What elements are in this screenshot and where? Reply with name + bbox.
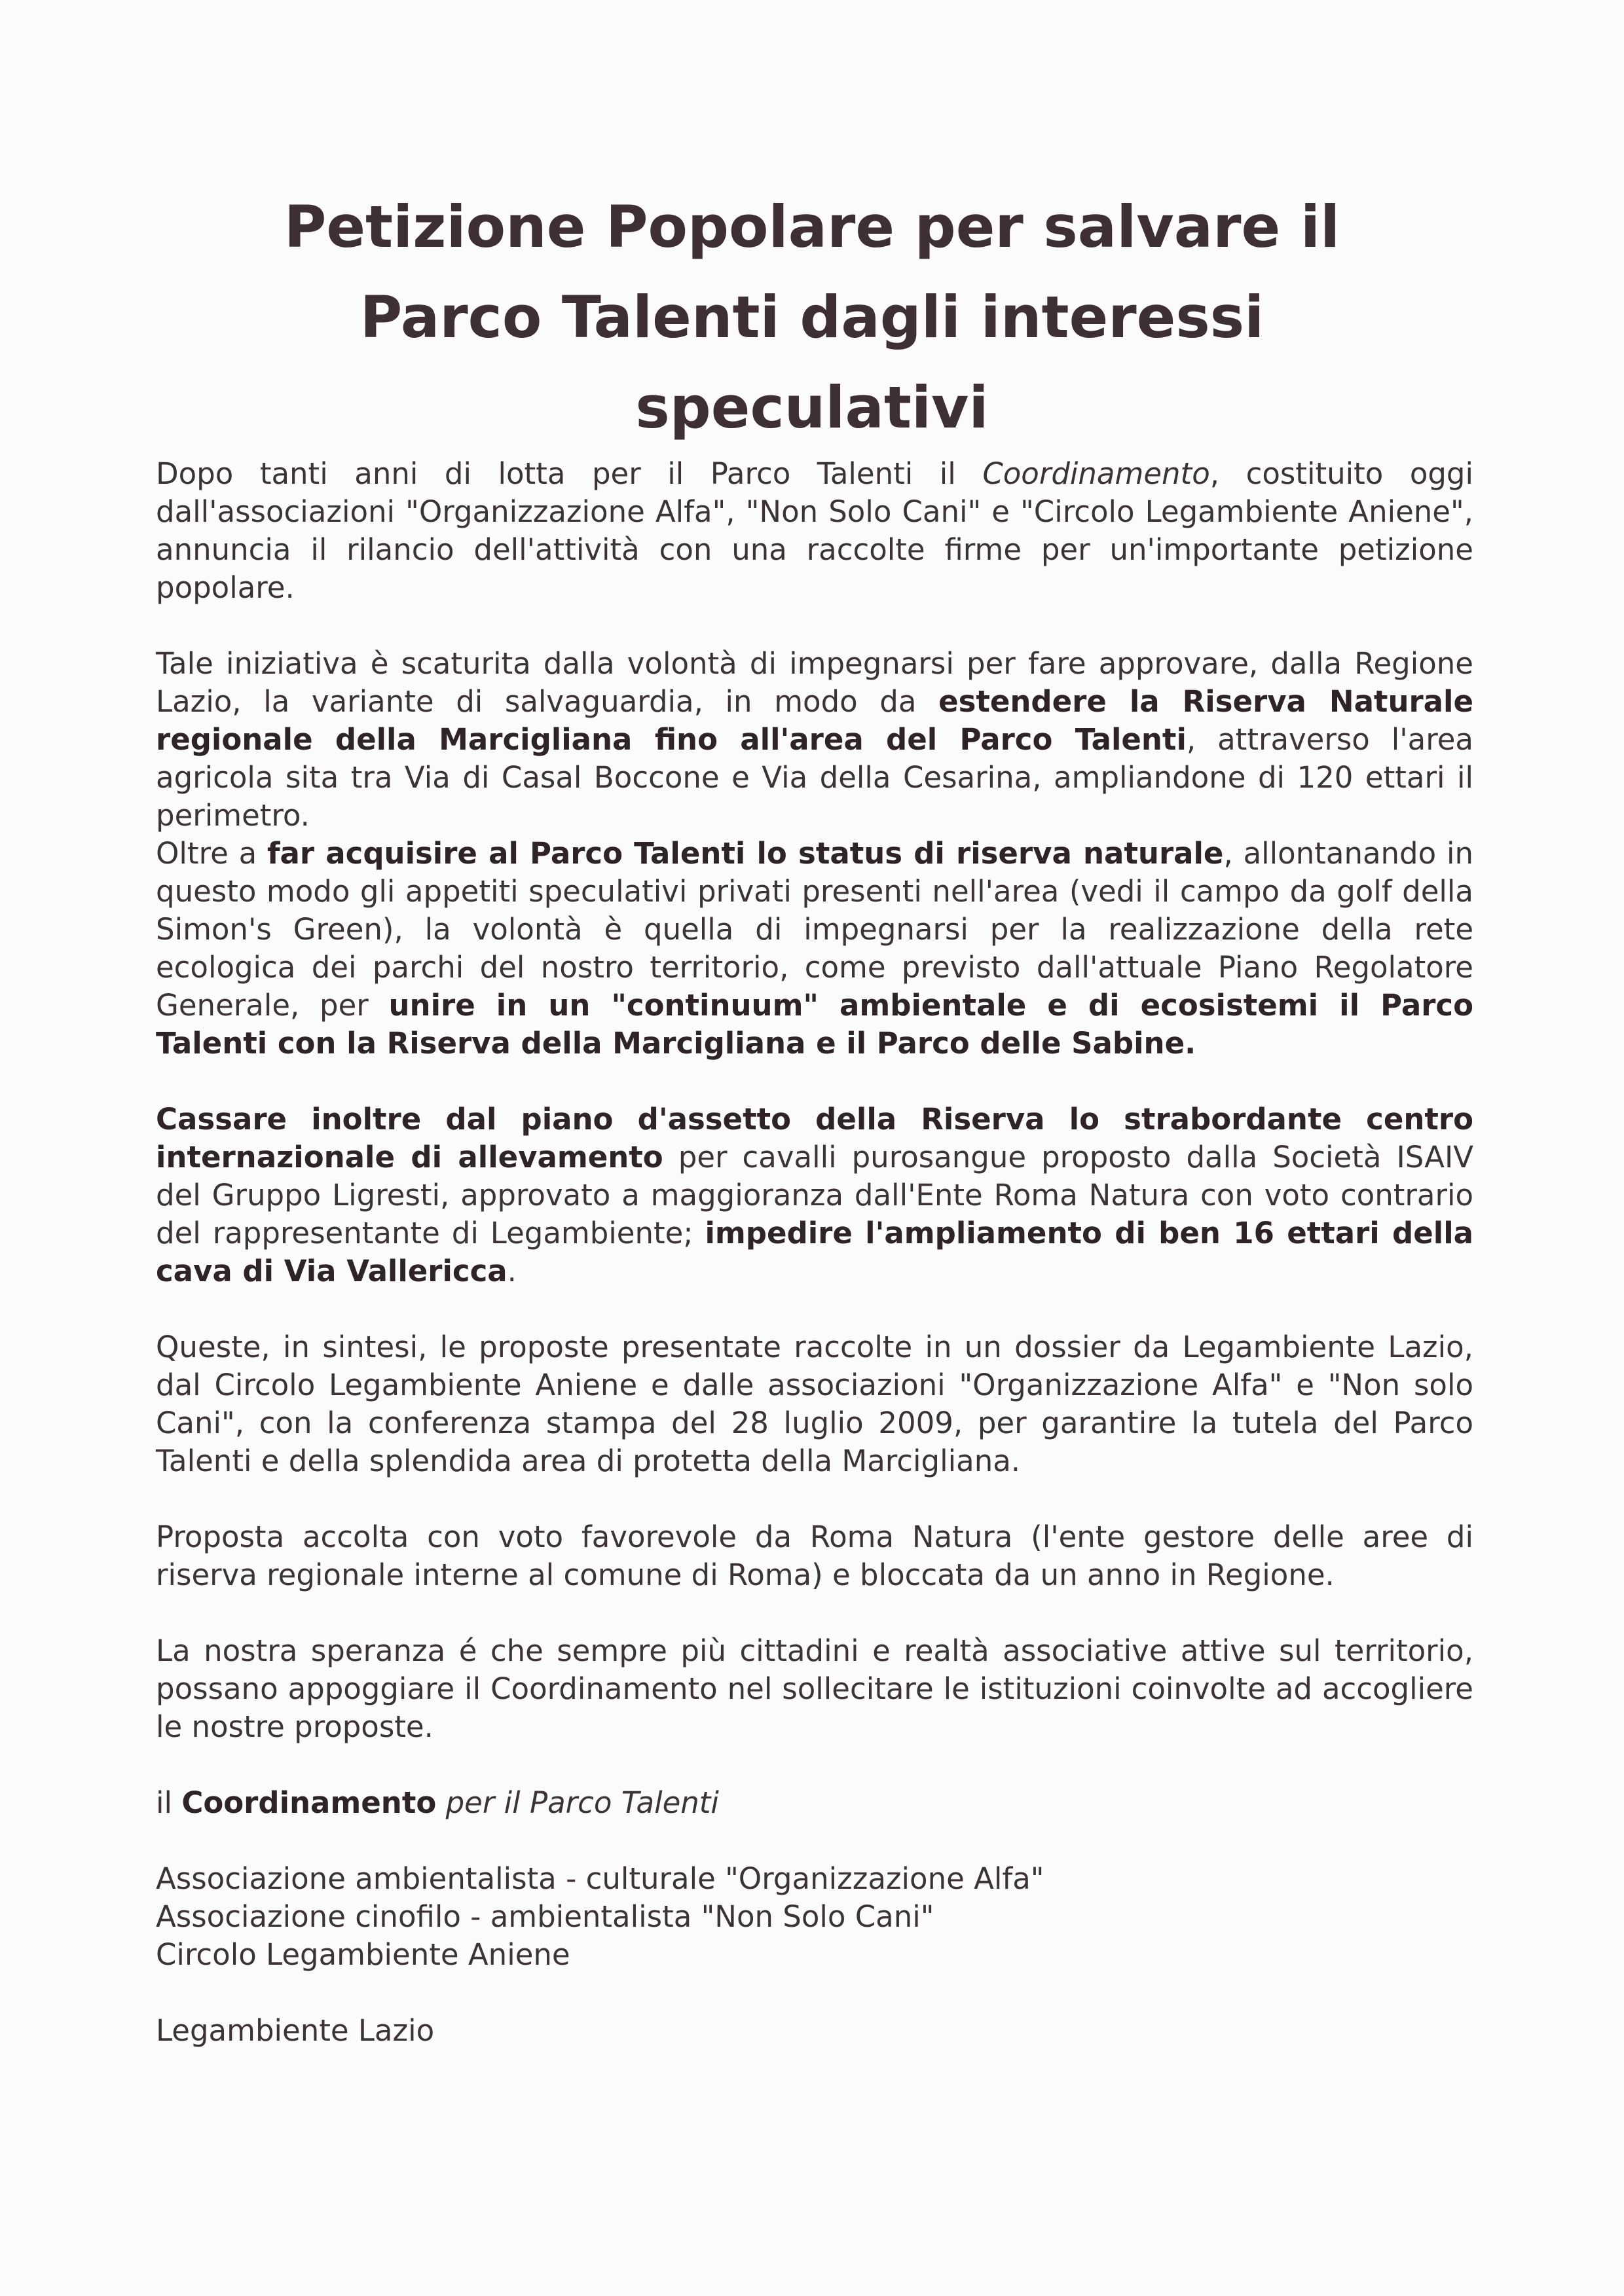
association-line: Associazione ambientalista - culturale "Organizzazione Alfa" (156, 1861, 1044, 1896)
association-line: Circolo Legambiente Aniene (156, 1937, 570, 1972)
italic-text: Coordinamento (982, 456, 1210, 491)
association-line: Associazione cinofilo - ambientalista "Non Solo Cani" (156, 1899, 934, 1934)
text-run: , attraverso l'area agricola sita tra Via di Casal Boccone e Via della Cesarina, ampliandone di 120 ettari il perimetro. (156, 722, 1473, 833)
italic-text: per il Parco Talenti (436, 1785, 719, 1820)
document-body (156, 455, 1473, 2050)
bold-text: estendere la Riserva Naturale regionale della Marcigliana fino all'area del Parco Talenti (156, 684, 1473, 757)
bold-text: far acquisire al Parco Talenti lo status di riserva naturale (267, 836, 1224, 871)
text-run: il (156, 1785, 182, 1820)
document-title (196, 182, 1428, 453)
text-run: . (507, 1254, 517, 1288)
title-line: Parco Talenti dagli interessi (360, 283, 1264, 351)
text-run: , costituito oggi dall'associazioni "Organizzazione Alfa", "Non Solo Cani" e "Circolo Legambiente Aniene", annuncia il rilancio dell'attività con una raccolte firme per un'importante petizione popolare. (156, 456, 1473, 605)
paragraph-initiative (156, 645, 1473, 835)
text-run: Tale iniziativa è scaturita dalla volontà di impegnarsi per fare approvare, dalla Regione Lazio, la variante di salvaguardia, in modo da (156, 646, 1473, 719)
title-line: Petizione Popolare per salvare il (284, 193, 1340, 261)
paragraph-cassare (156, 1101, 1473, 1290)
signature (156, 1784, 1473, 1822)
title-line: speculativi (635, 374, 989, 441)
bold-text: Coordinamento (181, 1785, 437, 1820)
paragraph-proposal: Proposta accolta con voto favorevole da Roma Natura (l'ente gestore delle aree di riserva regionale interne al comune di Roma) e bloccata da un anno in Regione. (156, 1520, 1473, 1592)
paragraph-summary: Queste, in sintesi, le proposte presentate raccolte in un dossier da Legambiente Lazio, dal Circolo Legambiente Aniene e dalle associazioni "Organizzazione Alfa" e "Non solo Cani", con la conferenza stampa del 28 luglio 2009, per garantire la tutela del Parco Talenti e della splendida area di protetta della Marcigliana. (156, 1330, 1473, 1478)
paragraph-objectives (156, 835, 1473, 1063)
text-run: per cavalli purosangue proposto dalla Società ISAIV del Gruppo Ligresti, approvato a maggioranza dall'Ente Roma Natura con voto contrario del rappresentante di Legambiente; (156, 1140, 1473, 1250)
bold-text: Cassare inoltre dal piano d'assetto della Riserva lo strabordante centro internazionale di allevamento (156, 1102, 1473, 1175)
bold-text: unire in un "continuum" ambientale e di ecosistemi il Parco Talenti con la Riserva della Marcigliana e il Parco delle Sabine. (156, 988, 1473, 1061)
text-run: Dopo tanti anni di lotta per il Parco Talenti il (156, 456, 983, 491)
footer-organization: Legambiente Lazio (156, 2013, 435, 2048)
text-run: , allontanando in questo modo gli appetiti speculativi privati presenti nell'area (vedi il campo da golf della Simon's Green), la volontà è quella di impegnarsi per la realizzazione della rete ecologica dei parchi del nostro territorio, come previsto dall'attuale Piano Regolatore Generale, per (156, 836, 1473, 1023)
association-list (156, 1860, 1473, 1974)
text-run: Oltre a (156, 836, 267, 871)
bold-text: impedire l'ampliamento di ben 16 ettari della cava di Via Vallericca (156, 1216, 1473, 1288)
paragraph-hope: La nostra speranza é che sempre più cittadini e realtà associative attive sul territorio, possano appoggiare il Coordinamento nel sollecitare le istituzioni coinvolte ad accogliere le nostre proposte. (156, 1633, 1473, 1744)
paragraph-intro (156, 455, 1473, 607)
